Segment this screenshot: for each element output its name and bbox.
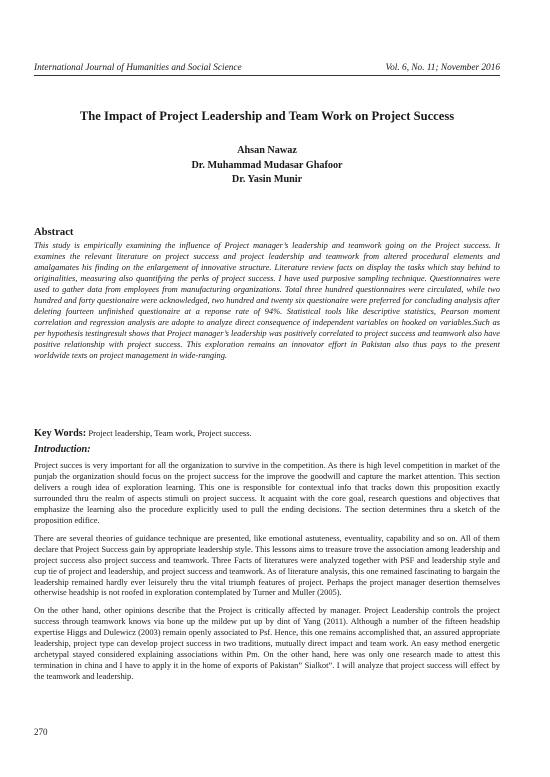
keywords-text: Project leadership, Team work, Project success. bbox=[86, 428, 252, 438]
author-name: Dr. Muhammad Mudasar Ghafoor bbox=[191, 159, 343, 171]
abstract-heading: Abstract bbox=[34, 227, 74, 238]
keywords-label: Key Words: bbox=[34, 428, 87, 439]
journal-name: International Journal of Humanities and Social Science bbox=[34, 63, 242, 73]
body-paragraph: Project succes is very important for all the organization to survive in the competition. As there is high level competition in market of the punjab the organization should focus on the project success for the improve the goodwill and capture the market attention. This section delivers a rough idea of exploration learning. This one is responsible for contextual info that tracks down this proposition exactly surrounded thru the realm of aspects stimuli on project success. It acquaint with the core goal, research questions and objectives that emphasize the learning also the procedure explicitly used to pull the ending decisions. The section determines thru a sketch of the proposition edifice. bbox=[34, 460, 500, 525]
body-paragraph: On the other hand, other opinions describe that the Project is critically affected by manager. Project Leadership controls the project success through teamwork knows via bone up the mildew put up by dint of Yang (2011). Although a number of the fifteen headship expertise Higgs and Dulewicz (2003) remain openly associated to Psf. Hence, this one remains accomplished that, an assured appropriate leadership, project type can develop project success in two traditions, mutually direct impact and team work. An easy method energetic archetypal stayed considered explaining associations within Pm. On the other hand, here was only one research made to attest this termination in china and I have to apply it in the home of exports of Pakistan” Sialkot”. I will analyze that project success will effect by the teamwork and leadership. bbox=[34, 605, 500, 682]
author-name: Dr. Yasin Munir bbox=[231, 174, 303, 185]
abstract-text: This study is empirically examining the influence of Project manager’s leadership and teamwork going on the Project success. It examines the relevant literature on project success and project leadership and teamwork from altered procedural elements and amalgamates his finding on the enlargement of innovative structure. Literature review facts on display the tasks which stay behind to originalities, measuring also quantifying the perks of project success. I have used purposive sampling technique. Questionnaires were used to gather data from employees from manufacturing organizations. Total three hundred questionnaires were circulated, while two hundred and forty questionaire were acknowledged, two hundred and twenty six questionaire were preferred for concluding analysis after deleting fourteen unfinished questionaire at a reponse rate of 94%. Statistical tools like descriptive statistics, Pearson moment correlation and regression analysis are adopte to analyze direct consequence of independent variables on hooked on variables.Such as per hypothesis testingresult shows that Project manager’s leadership was positively correlated to project success and teamwork also have positive relationship with project success. This exploration remains an innovator effort in Pakistan also thus pays to the present worldwide texts on project management in wide-ranging. bbox=[34, 240, 500, 360]
page-number: 270 bbox=[34, 727, 48, 737]
running-header bbox=[34, 63, 500, 76]
body-paragraph: There are several theories of guidance technique are presented, like emotional astuteness, eventuality, capability and so on. All of them declare that Project Success gain by appropriate leadership style. This lessons aims to treasure trove the association among leadership and project success also project success and teamwork. Three Facts of literatures were analyzed together with PSF and leadership style and cup tie of project and leadership, and project success and teamwork. As of literature analysis, this one remained fascinating to bargain the leadership remained hardly ever leisurely thru the vital triumph features of project. Perhaps the project manager desertion themselves otherwise headship is not roofed in exploration contemplated by Turner and Muller (2005). bbox=[34, 532, 500, 598]
paper-page bbox=[34, 0, 500, 777]
author-list bbox=[34, 144, 500, 188]
keywords-line bbox=[34, 427, 500, 440]
author-name: Ahsan Nawaz bbox=[237, 145, 297, 156]
issue-info: Vol. 6, No. 11; November 2016 bbox=[385, 63, 500, 73]
introduction-body bbox=[34, 460, 500, 689]
introduction-heading: Introduction: bbox=[34, 444, 91, 455]
paper-title: The Impact of Project Leadership and Team Work on Project Success bbox=[79, 109, 455, 123]
